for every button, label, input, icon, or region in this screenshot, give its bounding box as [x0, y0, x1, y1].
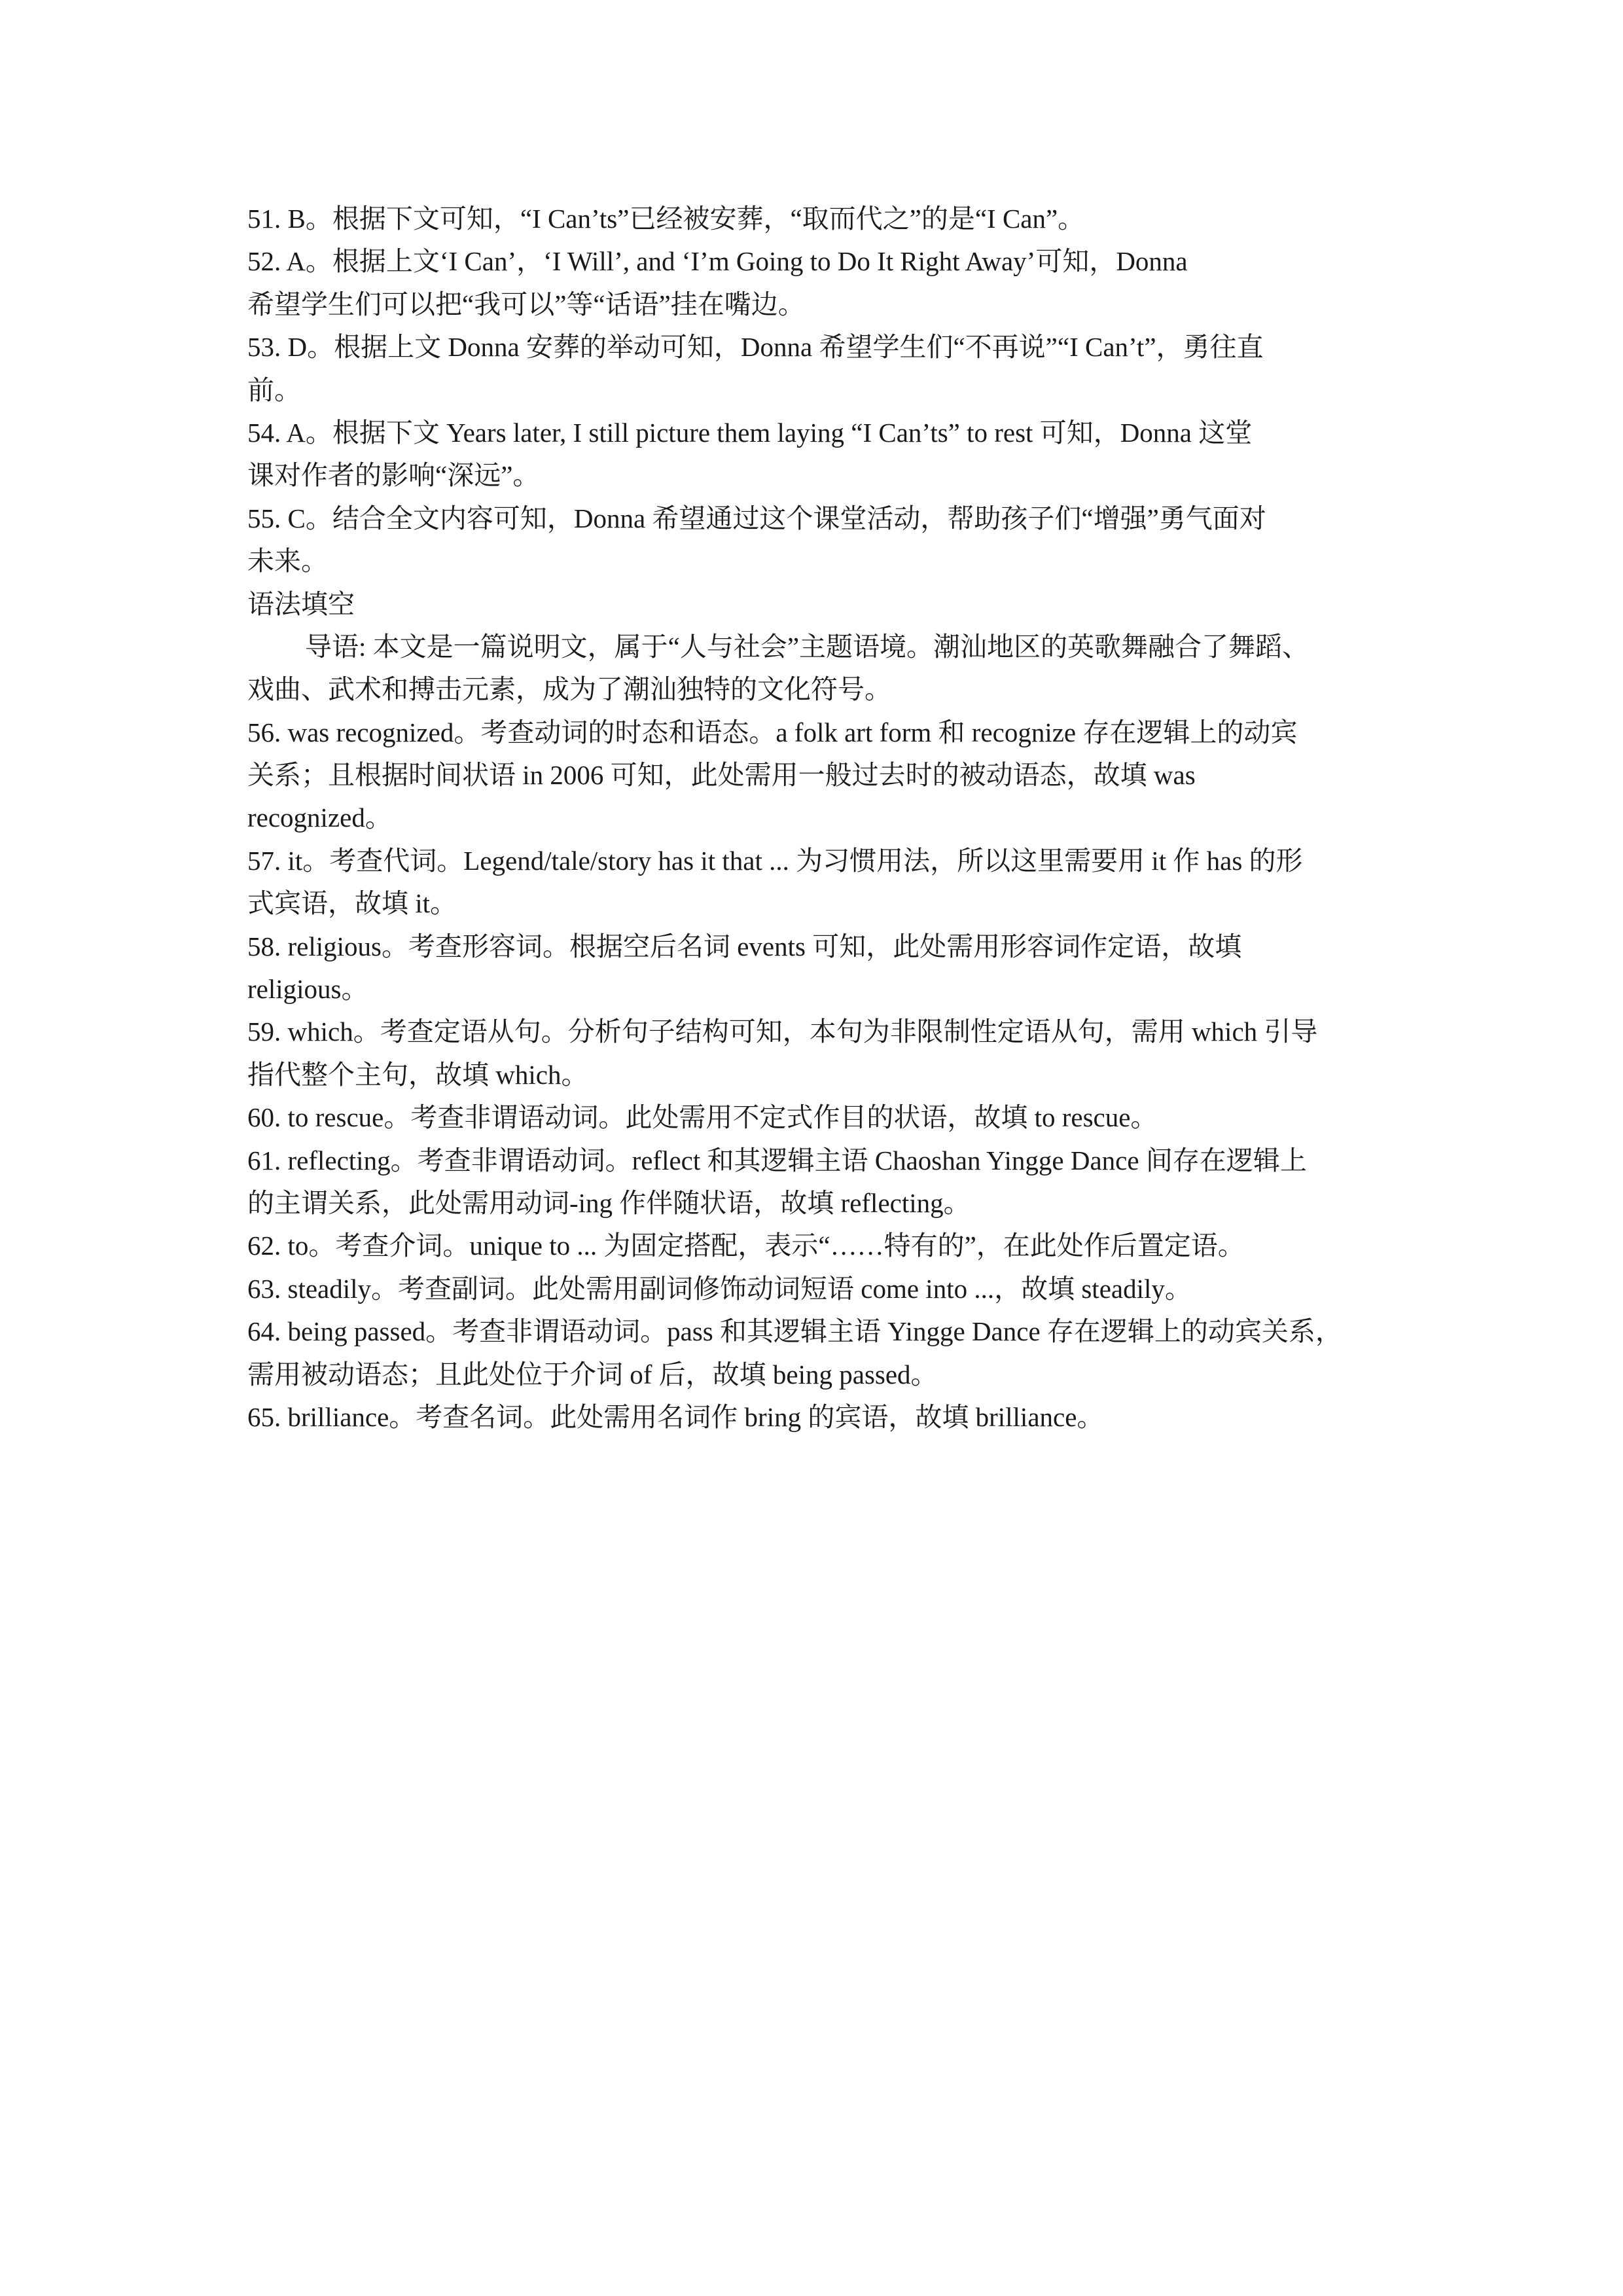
text-line: 56. was recognized。考查动词的时态和语态。a folk art form 和 recognize 存在逻辑上的动宾 [247, 717, 1298, 747]
text-line: 52. A。根据上文‘I Can’，‘I Will’, and ‘I’m Going to Do It Right Away’可知，Donna [247, 246, 1188, 277]
text-line: 未来。 [247, 546, 328, 577]
text-line: 64. being passed。考查非谓语动词。pass 和其逻辑主语 Yingge Dance 存在逻辑上的动宾关系， [247, 1316, 1342, 1347]
text-line: 63. steadily。考查副词。此处需用副词修饰动词短语 come into ...，故填 steadily。 [247, 1273, 1192, 1304]
text-line: 指代整个主句，故填 which。 [247, 1059, 588, 1090]
answer-key-text [247, 198, 1399, 1439]
text-line: 53. D。根据上文 Donna 安葬的举动可知，Donna 希望学生们“不再说”“I Can’t”，勇往直 [247, 332, 1264, 363]
text-line: 58. religious。考查形容词。根据空后名词 events 可知，此处需用形容词作定语，故填 [247, 931, 1242, 961]
text-line: 57. it。考查代词。Legend/tale/story has it that ... 为习惯用法，所以这里需要用 it 作 has 的形 [247, 845, 1303, 876]
text-line: 55. C。结合全文内容可知，Donna 希望通过这个课堂活动，帮助孩子们“增强”勇气面对 [247, 503, 1266, 533]
text-line: 关系；且根据时间状语 in 2006 可知，此处需用一般过去时的被动语态，故填 was [247, 760, 1196, 791]
text-line: 希望学生们可以把“我可以”等“话语”挂在嘴边。 [247, 289, 805, 319]
text-line: 的主谓关系，此处需用动词-ing 作伴随状语，故填 reflecting。 [247, 1187, 971, 1218]
text-line: 前。 [247, 374, 301, 405]
text-line: 61. reflecting。考查非谓语动词。reflect 和其逻辑主语 Chaoshan Yingge Dance 间存在逻辑上 [247, 1145, 1307, 1175]
text-line: 60. to rescue。考查非谓语动词。此处需用不定式作目的状语，故填 to rescue。 [247, 1102, 1158, 1133]
text-line: religious。 [247, 974, 368, 1005]
text-line: 62. to。考查介词。unique to ... 为固定搭配，表示“……特有的”，在此处作后置定语。 [247, 1230, 1245, 1261]
text-line: 课对作者的影响“深远”。 [247, 460, 540, 491]
text-line: recognized。 [247, 802, 392, 833]
text-line: 51. B。根据下文可知，“I Can’ts”已经被安葬，“取而代之”的是“I Can”。 [247, 204, 1085, 234]
intro-line: 导语: 本文是一篇说明文，属于“人与社会”主题语境。潮汕地区的英歌舞融合了舞蹈、 [305, 631, 1310, 662]
text-line: 戏曲、武术和搏击元素，成为了潮汕独特的文化符号。 [247, 674, 891, 705]
section-heading: 语法填空 [247, 588, 355, 619]
text-line: 59. which。考查定语从句。分析句子结构可知，本句为非限制性定语从句，需用 which 引导 [247, 1016, 1318, 1047]
text-line: 54. A。根据下文 Years later, I still picture them laying “I Can’ts” to rest 可知，Donna 这堂 [247, 417, 1253, 448]
text-line: 65. brilliance。考查名词。此处需用名词作 bring 的宾语，故填 brilliance。 [247, 1401, 1104, 1432]
text-line: 式宾语，故填 it。 [247, 888, 457, 919]
text-line: 需用被动语态；且此处位于介词 of 后，故填 being passed。 [247, 1359, 938, 1390]
